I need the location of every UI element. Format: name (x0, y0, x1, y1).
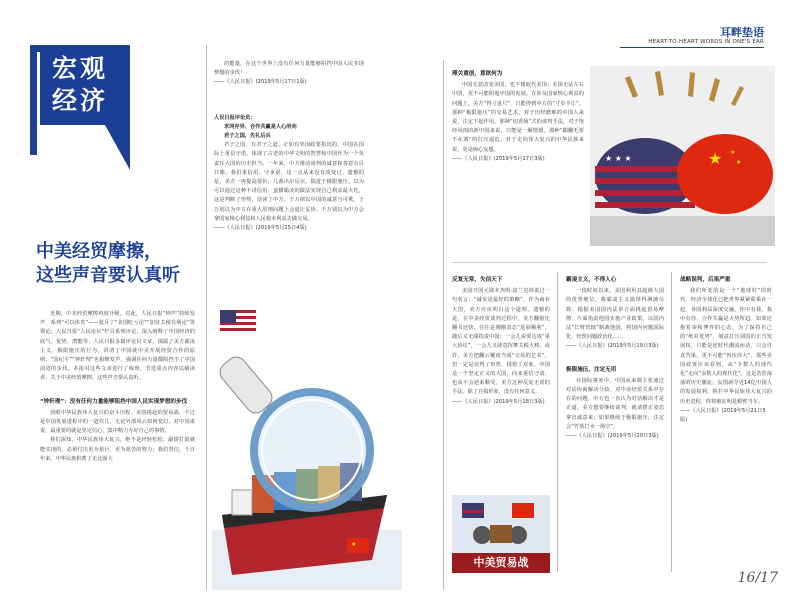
source-citation: ——《人民日报》(2019年5月20日3版) (566, 433, 659, 440)
intro-paragraph: 近期，中美经贸摩擦再度升级。对此，人民日报“钟声”持续发声，系列“可以休矣”——驳斥了“美国吃亏论”“加征关税有利论”等谬论；人民日报“人民论坛”栏目系列评论，深入阐释了中国经济的底气、优势、潜能等；人民日报多篇评论员文章，揭露了美方霸凌主义、极限施压的行为，讲清了中国就中美开展经贸合作的原则；“国纪平”“钟轩理”也相继发声，强调任何力量都阻挡不了中国前进的步伐。本报对这些文章进行了梳理，节选重点内容以飨读者。关于中美经贸摩擦，这些声音要认真听。 (40, 311, 195, 382)
column-3 (452, 66, 584, 164)
paragraph: 我们所处的是一个“地球村”的时代，经济全球化已把世界紧紧联系在一起，各国利益深度交融，你中有我、我中有你，合作共赢是大势所趋。如果还抱着零和博弈的心态，为了保持自己的“绝对优势”，刻意打压别国的正当发展权，只能是逆时代潮流而动，只会自食苦果，更不可能“再次伟大”。那些美国政客应该看到，从“少数人的现代化”走向“多数人的现代化”，这是浩浩荡荡的历史潮流；妄图剥夺近14亿中国人的发展权利，阻拦中华民族伟大复兴的历史进程，终将被证明是螳臂当车。 (680, 288, 772, 405)
magnifier-icon (216, 353, 370, 508)
section-title: 滞关重创，意欲何为 (452, 71, 503, 77)
column-1 (40, 310, 195, 464)
column-4 (452, 272, 550, 407)
horizontal-rule (452, 262, 767, 263)
section-title-zhongxuanli: “钟轩理”：没有任何力量能够阻挡中国人民实现梦想的步伐 (40, 398, 188, 405)
section-title: 人民日报评论员： (214, 114, 256, 121)
svg-text:★: ★ (351, 541, 357, 548)
column-divider (557, 272, 558, 572)
headline-line1: 中美经贸摩擦， (36, 241, 162, 262)
source-citation: ——《人民日报》(2019年5月19日3版) (566, 343, 659, 350)
trade-war-image (452, 495, 550, 573)
paragraph: 的能量，在这个世界上没有任何力量能够阻挡中国人民实现梦想的步伐！ (214, 61, 364, 77)
magnifier-ship-illustration (212, 300, 402, 590)
section-subtitle: 求同存异、合作共赢是人心所向 (224, 123, 297, 130)
article-headline (36, 240, 206, 288)
column-divider (671, 272, 672, 572)
section-header-en: HEART-TO-HEART WORDS IN ONE'S EAR (648, 39, 764, 45)
paragraph: 君子之国，有君子之道。正如有外国政要指出的，中国在国际上重信守诺，体现了古老的中华文明的智慧和中国作为一个负责任大国的历史担当。一年来，中方推动谈判的诚意和善意有目共睹。我们重信用、守承诺，这一点从来没有改变过。遗憾的是，美方一再提高要价，几番出尔反尔，搞进于极限施压，以为可以通过这种不讲信用、蛮横霸凌的做法实现自己利益最大化，这是判断了形势，误读了中方。于万则以中国的诚意当可欺，于万别以为中方在重大原则问题上会退让妥协。千万别以为中方会拿国家核心利益和人民根本利益去做交易。 (214, 142, 364, 222)
category-badge (40, 45, 130, 125)
badge-line1: 宏观 (52, 54, 109, 83)
image-caption: 中美贸易战 (452, 553, 550, 573)
paragraph: 美国开国元勋本杰明·富兰克林说过一句名言：“诚实是最好的策略”，作为商业大国，美方应该明白这个道理。遗憾的是，在中美经贸谈判过程中，美方翻脸比翻书还快，往往是刚刚表态“进展顺利”，随后又无端指责中国；一会儿说要达成“重大协议”，一会儿又肆意挥舞关税大棒。或许，美方把翻云覆雨当成“交易的艺术”，但一定是误判了形势，找错了对象。中国是一个坚定正义的大国，向来重信守诺，也从不会逆来顺受。美方这种反复无常的手法，除了自损形象，没有任何意义。 (452, 288, 550, 396)
paragraph: 我们深知，中华民族伟大复兴，绝不是轻轻松松、敲锣打鼓就能实现的，必须付出更为艰巨、更为艰苦的努力；我们坚信，千百年来，中华民族积蓄了无比强大 (40, 437, 195, 462)
section-header-cn: 耳畔垫语 (720, 26, 764, 39)
svg-text:★: ★ (708, 149, 723, 168)
svg-text:★: ★ (730, 149, 736, 156)
section-title: 极限施压，注定无用 (566, 366, 617, 373)
column-divider (443, 60, 444, 590)
svg-text:★: ★ (736, 159, 742, 166)
china-flag-icon (347, 538, 369, 553)
column-2 (214, 60, 364, 233)
section-subtitle: 君子之国，先礼后兵 (224, 133, 271, 140)
us-flag-icon (220, 310, 256, 334)
badge-notch (105, 125, 130, 170)
column-5 (566, 272, 664, 441)
paragraph: 中国无意改变美国，也不想取代美国；美国无法左右中国，更不可能阻遏中国的发展。在涉及国家核心利益的问题上，美方“得寸进尺”，只能得到中方的“寸步不让”。那种“极限施压”的交易艺术，对于历经磨难的中国人来说，注定不起作用。那种“切香肠”式的谈判手法，对于饱经风雨的新中国来说，只能是一厢情愿。那种“踹翻毛要不在酒”的打压逼迫，对于走向伟大复兴的中华民族来说，更是痴心妄想。 (452, 82, 584, 153)
paragraph: 放眼中华民族伟大复兴的奋斗历程，美国挑起的贸易战，不过是中国发展进程中的一道坎儿，无论外部风云如何变幻，对中国来说，最重要的就是坚定信心、集中精力办好自己的事情。 (40, 409, 195, 435)
paragraph: 一段时间以来，美国利用其超级大国的优势地位，将霸凌主义演绎得淋漓尽致：根据美国国内法单方面挑起贸易摩擦，片面指责他国实施产业政策，以国内法“长臂管辖”制裁他国，将国内问题国际化、经贸问题政治化…… (566, 288, 664, 341)
source-citation: ——《人民日报》(2019年5月17日3版) (452, 155, 545, 162)
source-citation: ——《人民日报》(2019年5月15日4版) (214, 225, 307, 232)
column-divider (206, 45, 207, 590)
svg-text:★ ★ ★: ★ ★ ★ (605, 154, 632, 163)
paragraph: 在国际事务中，中国从来都主张通过对话协商解决分歧。对中美经贸关系中存在的问题，中方也一直认为对话解决才是正道。美方想要继续谈判，就请摆正姿态拿出诚意来；如果继续于极限施压，注定会“竹篮打水一场空”。 (566, 377, 664, 430)
boxing-glove-icon (677, 134, 773, 214)
page-number: 16/17 (737, 570, 778, 586)
source-citation: ——《人民日报》(2019年5月21日3版) (680, 407, 766, 424)
section-title: 霸凌主义，不得人心 (566, 277, 617, 283)
source-citation: ——《人民日报》(2019年5月17日1版) (214, 79, 307, 86)
section-title: 反复无常，失信天下 (452, 277, 503, 283)
headline-line2: 这些声音要认真听 (36, 265, 180, 286)
source-citation: ——《人民日报》(2019年5月18日3版) (452, 398, 545, 405)
header-rule (620, 47, 764, 48)
boxing-gloves-image (590, 66, 775, 246)
badge-line2: 经济 (52, 86, 109, 115)
column-6 (680, 272, 772, 425)
section-title: 战略误判，后果严重 (680, 277, 731, 283)
